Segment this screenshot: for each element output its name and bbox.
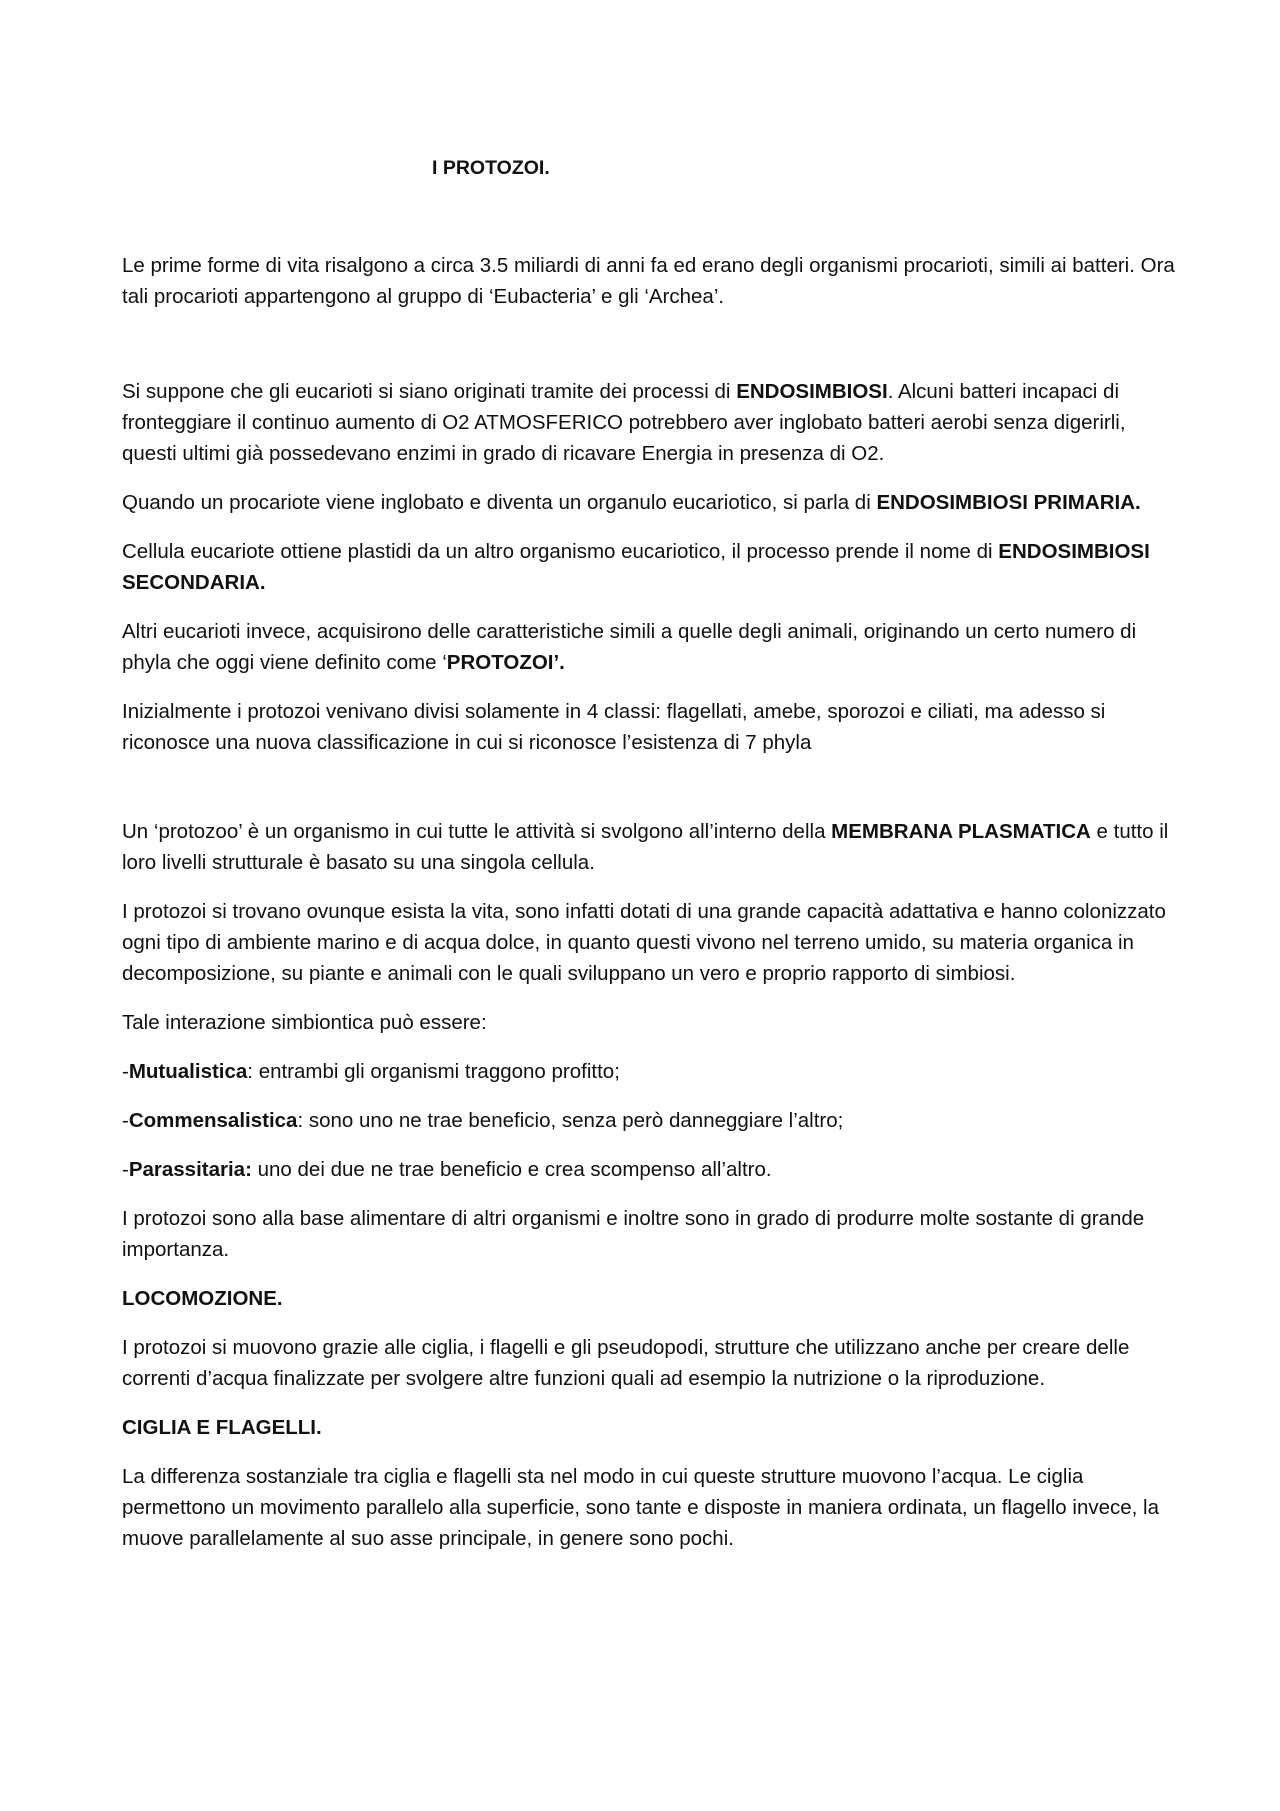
term-endosimbiosi-primaria: ENDOSIMBIOSI PRIMARIA. bbox=[876, 491, 1141, 514]
paragraph-intro: Le prime forme di vita risalgono a circa 3.5 miliardi di anni fa ed erano degli organismi procarioti, simili ai batteri. Ora tali procarioti appartengono al gruppo di ‘Eubacteria’ e gli ‘Archea’. bbox=[122, 254, 1175, 308]
list-item-parassitaria: -Parassitaria: uno dei due ne trae beneficio e crea scompenso all’altro. bbox=[122, 1158, 772, 1181]
paragraph-altri-eucarioti: Altri eucarioti invece, acquisirono delle caratteristiche simili a quelle degli animali, originando un certo numero di phyla che oggi viene definito come ‘PROTOZOI’. bbox=[122, 620, 1137, 674]
list-item-commensalistica: -Commensalistica: sono uno ne trae beneficio, senza però danneggiare l’altro; bbox=[122, 1109, 844, 1132]
paragraph-primaria: Quando un procariote viene inglobato e diventa un organulo eucariotico, si parla di ENDOSIMBIOSI PRIMARIA. bbox=[122, 491, 1141, 514]
term-endosimbiosi: ENDOSIMBIOSI bbox=[736, 380, 888, 403]
heading-locomozione: LOCOMOZIONE. bbox=[122, 1287, 283, 1310]
paragraph-ciglia-flagelli: La differenza sostanziale tra ciglia e flagelli sta nel modo in cui queste strutture muovono l’acqua. Le ciglia permettono un movimento parallelo alla superficie, sono tante e disposte in maniera ordinata, un flagello invece, la muove parallelamente al suo asse principale, in genere sono pochi. bbox=[122, 1465, 1160, 1550]
paragraph-endosimbiosi: Si suppone che gli eucarioti si siano originati tramite dei processi di ENDOSIMBIOSI. Alcuni batteri incapaci di fronteggiare il continuo aumento di O2 ATMOSFERICO potrebbero aver inglobato batteri aerobi senza digerirli, questi ultimi già possedevano enzimi in grado di ricavare Energia in presenza di O2. bbox=[122, 380, 1126, 465]
term-membrana-plasmatica: MEMBRANA PLASMATICA bbox=[831, 820, 1091, 843]
paragraph-classi: Inizialmente i protozoi venivano divisi solamente in 4 classi: flagellati, amebe, sporozoi e ciliati, ma adesso si riconosce una nuova classificazione in cui si riconosce l’esistenza di 7 phyla bbox=[122, 700, 1106, 754]
document-body bbox=[122, 250, 1180, 1572]
list-item-mutualistica: -Mutualistica: entrambi gli organismi traggono profitto; bbox=[122, 1060, 620, 1083]
term-protozoi: PROTOZOI’. bbox=[446, 651, 565, 674]
paragraph-habitat: I protozoi si trovano ovunque esista la vita, sono infatti dotati di una grande capacità adattativa e hanno colonizzato ogni tipo di ambiente marino e di acqua dolce, in quanto questi vivono nel terreno umido, su materia organica in decomposizione, su piante e animali con le quali sviluppano un vero e proprio rapporto di simbiosi. bbox=[122, 900, 1166, 985]
paragraph-interazione: Tale interazione simbiontica può essere: bbox=[122, 1011, 487, 1034]
term-endosimbiosi-secondaria: ENDOSIMBIOSI SECONDARIA. bbox=[122, 540, 1150, 594]
paragraph-definizione: Un ‘protozoo’ è un organismo in cui tutte le attività si svolgono all’interno della MEMBRANA PLASMATICA e tutto il loro livelli strutturale è basato su una singola cellula. bbox=[122, 820, 1169, 874]
heading-ciglia-flagelli: CIGLIA E FLAGELLI. bbox=[122, 1416, 322, 1439]
paragraph-base-alimentare: I protozoi sono alla base alimentare di altri organismi e inoltre sono in grado di produrre molte sostante di grande importanza. bbox=[122, 1207, 1145, 1261]
paragraph-secondaria: Cellula eucariote ottiene plastidi da un altro organismo eucariotico, il processo prende il nome di ENDOSIMBIOSI SECONDARIA. bbox=[122, 540, 1150, 594]
document-title: I PROTOZOI. bbox=[432, 157, 550, 179]
paragraph-locomozione: I protozoi si muovono grazie alle ciglia, i flagelli e gli pseudopodi, strutture che utilizzano anche per creare delle correnti d’acqua finalizzate per svolgere altre funzioni quali ad esempio la nutrizione o la riproduzione. bbox=[122, 1336, 1130, 1390]
